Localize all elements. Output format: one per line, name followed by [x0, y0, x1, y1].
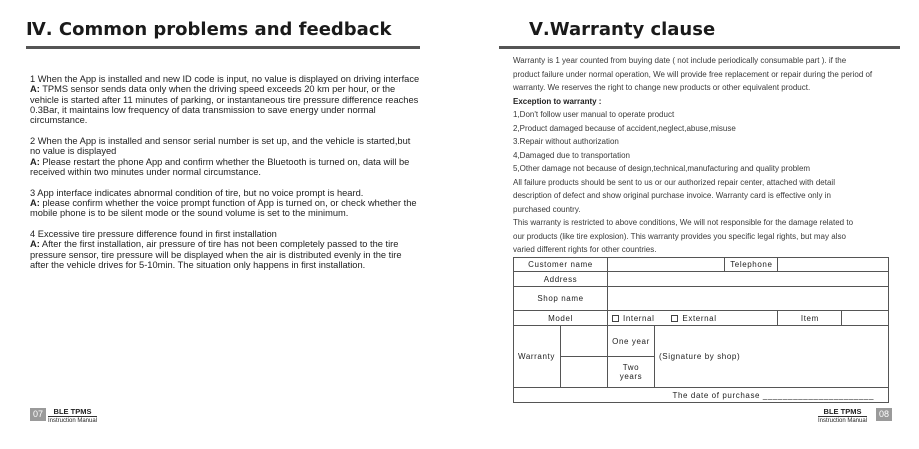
faq-question: 1 When the App is installed and new ID code is input, no value is displayed on driving interface [30, 74, 420, 84]
exception-item: 5,Other damage not because of design,technical,manufacturing and quality problem [513, 164, 811, 173]
warranty-line: varied different rights for other countries. [513, 245, 657, 254]
warranty-line: Warranty is 1 year counted from buying date ( not include periodically consumable part ). if the [513, 56, 847, 65]
two-years-box[interactable] [561, 357, 608, 388]
warranty-line: warranty. We reserves the right to change new products or other equivalent product. [513, 83, 811, 92]
answer-label: A: [30, 239, 40, 250]
left-page [0, 0, 450, 449]
brand-name: BLE TPMS [818, 408, 867, 417]
model-label: Model [514, 311, 608, 326]
faq-question: 3 App interface indicates abnormal condition of tire, but no voice prompt is heard. [30, 187, 364, 198]
customer-name-field[interactable] [608, 258, 725, 272]
warranty-line: purchased country. [513, 204, 581, 214]
faq-question: 4 Excessive tire pressure difference found in first installation [30, 229, 277, 240]
page-number: 08 [876, 408, 892, 421]
warranty-line: All failure products should be sent to us or our authorized repair center, attached with detail [513, 177, 835, 187]
section-heading-common-problems: Ⅳ. Common problems and feedback [26, 19, 392, 40]
brand-mark [818, 408, 867, 425]
address-field[interactable] [608, 272, 889, 287]
address-label: Address [514, 272, 608, 287]
purchase-date-label: The date of purchase ______________________ [514, 388, 889, 403]
one-year-label: One year [608, 326, 655, 357]
brand-subtitle: Instruction Manual [818, 418, 868, 424]
section-heading-warranty: Ⅴ.Warranty clause [529, 19, 716, 40]
warranty-line: product failure under normal operation, We will provide free replacement or repair during the period of [513, 69, 873, 79]
faq-item [30, 74, 420, 125]
one-year-box[interactable] [561, 326, 608, 357]
telephone-field[interactable] [778, 258, 889, 272]
faq-item [30, 136, 420, 177]
warranty-card [513, 257, 889, 403]
internal-checkbox[interactable] [612, 315, 619, 322]
answer-label: A: [30, 197, 40, 208]
faq-item [30, 229, 420, 270]
brand-mark [48, 408, 97, 425]
warranty-line: This warranty is restricted to above conditions, We will not responsible for the damage related to [513, 218, 854, 227]
signature-label: (Signature by shop) [659, 352, 741, 361]
exception-heading: Exception to warranty : [513, 96, 602, 106]
answer-label: A: [30, 156, 40, 167]
page-number: 07 [30, 408, 46, 421]
two-years-label: Two years [608, 357, 655, 388]
warranty-line: description of defect and show original purchase invoice. Warranty card is effective only in [513, 191, 831, 200]
faq-answer: After the first installation, air pressure of tire has not been completely passed to the tire pressure sensor, tire pressure will be displayed when the air is distributed evenly in the tire after the vehicle drives for 5-10min. The situation only happens in first installation. [30, 239, 402, 270]
exception-item: 3.Repair without authorization [513, 137, 619, 146]
brand-subtitle: Instruction Manual [48, 418, 98, 424]
faq-question: 2 When the App is installed and sensor serial number is set up, and the vehicle is started,but no value is displayed [30, 135, 411, 157]
item-field[interactable] [842, 311, 889, 326]
faq-answer: TPMS sensor sends data only when the driving speed exceeds 20 km per hour, or the vehicle is started after 11 minutes of parking, or instantaneous tire pressure difference reaches 0.3Bar, it maintains low frequency of data transmission to save energy under normal circumstance. [30, 84, 419, 126]
shop-name-field[interactable] [608, 287, 889, 311]
heading-rule [499, 46, 900, 49]
exception-item: 2,Product damaged because of accident,neglect,abuse,misuse [513, 123, 736, 133]
warranty-text [513, 54, 908, 257]
model-type-options [608, 311, 778, 326]
heading-rule [26, 46, 420, 49]
telephone-label: Telephone [725, 258, 778, 272]
external-label: External [682, 313, 717, 323]
item-label: Item [778, 311, 842, 326]
internal-label: Internal [623, 313, 655, 323]
external-checkbox[interactable] [671, 315, 678, 322]
exception-item: 1,Don't follow user manual to operate product [513, 110, 675, 119]
customer-name-label: Customer name [514, 258, 608, 272]
signature-field[interactable] [655, 326, 889, 388]
faq-item [30, 188, 420, 219]
warranty-line: our products (like tire explosion). This warranty provides you specific legal rights, but may also [513, 231, 846, 241]
exception-item: 4,Damaged due to transportation [513, 150, 630, 160]
faq-list [30, 74, 420, 281]
faq-answer: Please restart the phone App and confirm whether the Bluetooth is turned on, data will be received within two minutes under normal circumstance. [30, 156, 410, 177]
shop-name-label: Shop name [514, 287, 608, 311]
answer-label: A: [30, 84, 40, 95]
brand-name: BLE TPMS [48, 408, 97, 417]
faq-answer: please confirm whether the voice prompt function of App is turned on, or check whether the mobile phone is to be silent mode or the sound volume is set to the minimum. [30, 197, 417, 219]
warranty-label: Warranty [514, 326, 561, 388]
